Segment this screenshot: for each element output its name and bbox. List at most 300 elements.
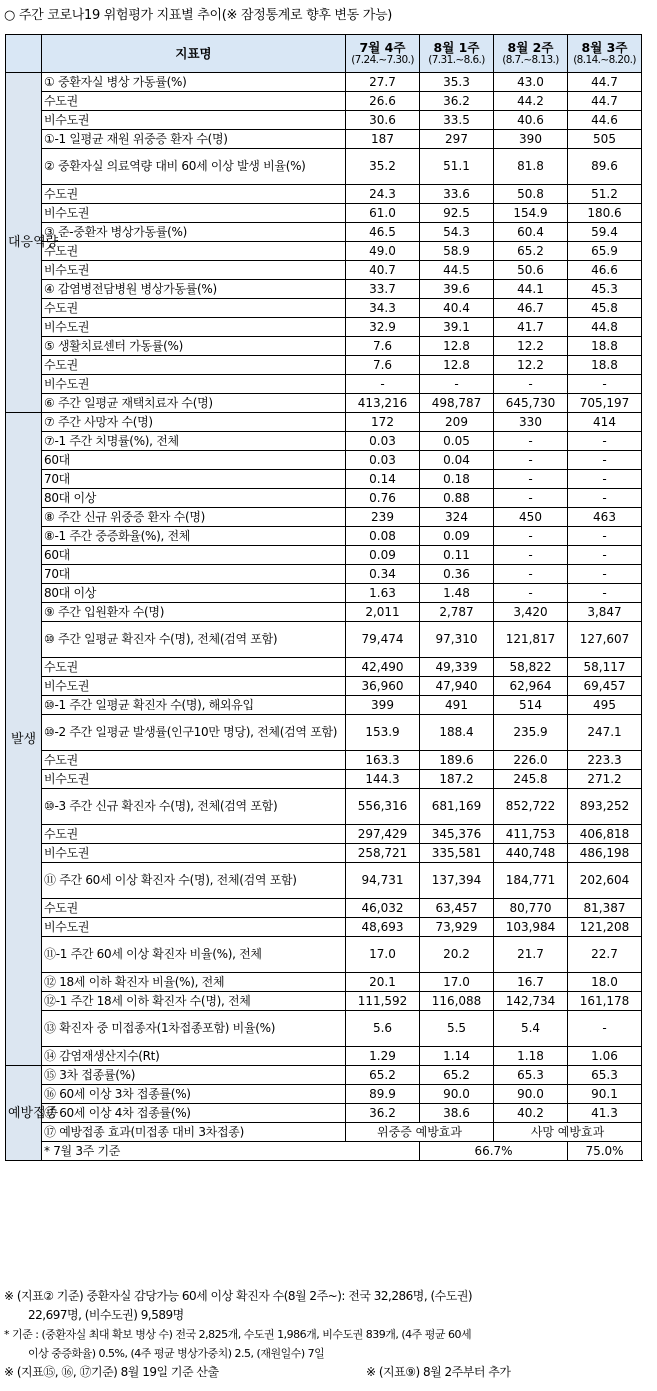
indicator-name: ⑧ 주간 신규 위중증 환자 수(명) <box>42 508 346 527</box>
value-cell: 7.6 <box>346 337 420 356</box>
value-cell: 65.2 <box>420 1066 494 1085</box>
table-row <box>6 863 642 899</box>
value-cell: 33.7 <box>346 280 420 299</box>
value-cell: 172 <box>346 413 420 432</box>
table-row <box>6 242 642 261</box>
value-cell: 0.04 <box>420 451 494 470</box>
value-cell: 0.08 <box>346 527 420 546</box>
value-cell: 514 <box>494 696 568 715</box>
indicator-name: ⑤ 생활치료센터 가동률(%) <box>42 337 346 356</box>
header-row <box>6 35 642 73</box>
indicator-name: 비수도권 <box>42 111 346 130</box>
indicator-name: 60대 <box>42 451 346 470</box>
value-cell: 1.48 <box>420 584 494 603</box>
value-cell: 65.2 <box>346 1066 420 1085</box>
table-row <box>6 508 642 527</box>
indicator-name: ⑪-1 주간 60세 이상 확진자 비율(%), 전체 <box>42 937 346 973</box>
table-row <box>6 375 642 394</box>
value-cell: - <box>568 1011 642 1047</box>
table-row <box>6 451 642 470</box>
value-cell: - <box>346 375 420 394</box>
value-cell: 43.0 <box>494 73 568 92</box>
value-cell: 49.0 <box>346 242 420 261</box>
table-row <box>6 622 642 658</box>
value-cell: 40.6 <box>494 111 568 130</box>
indicator-name: 수도권 <box>42 242 346 261</box>
value-cell: 44.1 <box>494 280 568 299</box>
value-cell: 0.14 <box>346 470 420 489</box>
value-cell: 41.3 <box>568 1104 642 1123</box>
value-cell: 1.14 <box>420 1047 494 1066</box>
value-cell: 36,960 <box>346 677 420 696</box>
value-cell: 154.9 <box>494 204 568 223</box>
indicator-name: ⑩ 주간 일평균 확진자 수(명), 전체(검역 포함) <box>42 622 346 658</box>
value-cell: 97,310 <box>420 622 494 658</box>
indicator-name: 수도권 <box>42 751 346 770</box>
value-cell: 223.3 <box>568 751 642 770</box>
value-cell: 32.9 <box>346 318 420 337</box>
value-cell: 142,734 <box>494 992 568 1011</box>
table-row <box>6 318 642 337</box>
note-2a: * 기준 : (중환자실 최대 확보 병상 수) 전국 2,825개, 수도권 1,986개, 비수도권 839개, (4주 평균 60세 <box>4 1328 472 1341</box>
value-cell: 69,457 <box>568 677 642 696</box>
value-cell: 65.2 <box>494 242 568 261</box>
value-cell: 40.4 <box>420 299 494 318</box>
page-title: ○ 주간 코로나19 위험평가 지표별 추이(※ 잠정통계로 향후 변동 가능) <box>4 8 393 23</box>
indicator-name: ⑭ 감염재생산지수(Rt) <box>42 1047 346 1066</box>
value-cell: - <box>494 527 568 546</box>
indicator-name: 수도권 <box>42 356 346 375</box>
table-row <box>6 918 642 937</box>
indicator-name: ⑦ 주간 사망자 수(명) <box>42 413 346 432</box>
table-row <box>6 546 642 565</box>
value-cell: - <box>568 451 642 470</box>
indicator-name: 80대 이상 <box>42 584 346 603</box>
indicator-name: 60대 <box>42 546 346 565</box>
value-cell: 18.8 <box>568 356 642 375</box>
value-cell: 1.63 <box>346 584 420 603</box>
indicator-name: 비수도권 <box>42 318 346 337</box>
indicator-name: 수도권 <box>42 299 346 318</box>
value-cell: 0.03 <box>346 451 420 470</box>
value-cell: - <box>494 489 568 508</box>
indicator-name: 비수도권 <box>42 204 346 223</box>
indicator-name: ⑰ 60세 이상 4차 접종률(%) <box>42 1104 346 1123</box>
table-row <box>6 937 642 973</box>
value-cell: 12.8 <box>420 356 494 375</box>
value-cell: 21.7 <box>494 937 568 973</box>
value-cell: 18.0 <box>568 973 642 992</box>
value-cell: 0.18 <box>420 470 494 489</box>
indicator-name: ⑩-1 주간 일평균 확진자 수(명), 해외유입 <box>42 696 346 715</box>
value-cell: 89.6 <box>568 149 642 185</box>
table-row <box>6 973 642 992</box>
value-cell: 406,818 <box>568 825 642 844</box>
value-cell: 0.09 <box>346 546 420 565</box>
value-cell: 51.2 <box>568 185 642 204</box>
value-cell: - <box>568 527 642 546</box>
value-cell: 271.2 <box>568 770 642 789</box>
table-row <box>6 715 642 751</box>
indicator-name: 수도권 <box>42 185 346 204</box>
effect-severe-label: 위중증 예방효과 <box>346 1123 494 1142</box>
indicator-name: ①-1 일평균 재원 위중증 환자 수(명) <box>42 130 346 149</box>
value-cell: 81.8 <box>494 149 568 185</box>
value-cell: 30.6 <box>346 111 420 130</box>
table-row <box>6 789 642 825</box>
value-cell: 18.8 <box>568 337 642 356</box>
group-label: 대응역량 <box>6 73 42 413</box>
group-label: 예방접종 <box>6 1066 42 1161</box>
value-cell: - <box>420 375 494 394</box>
value-cell: 94,731 <box>346 863 420 899</box>
value-cell: 44.7 <box>568 92 642 111</box>
indicator-name: ⑧-1 주간 중증화율(%), 전체 <box>42 527 346 546</box>
value-cell: 46.5 <box>346 223 420 242</box>
value-cell: 335,581 <box>420 844 494 863</box>
value-cell: - <box>494 432 568 451</box>
value-cell: 92.5 <box>420 204 494 223</box>
value-cell: 50.8 <box>494 185 568 204</box>
value-cell: 5.4 <box>494 1011 568 1047</box>
table-row <box>6 899 642 918</box>
effect-value-row <box>6 1142 642 1161</box>
indicator-name: ⑩-2 주간 일평균 발생률(인구10만 명당), 전체(검역 포함) <box>42 715 346 751</box>
value-cell: - <box>568 489 642 508</box>
table-row <box>6 204 642 223</box>
value-cell: 26.6 <box>346 92 420 111</box>
indicator-name: ⑯ 60세 이상 3차 접종률(%) <box>42 1085 346 1104</box>
value-cell: 58,117 <box>568 658 642 677</box>
value-cell: - <box>494 546 568 565</box>
table-row <box>6 149 642 185</box>
value-cell: 33.6 <box>420 185 494 204</box>
value-cell: 103,984 <box>494 918 568 937</box>
table-row <box>6 1066 642 1085</box>
effect-row <box>6 1123 642 1142</box>
table-row <box>6 299 642 318</box>
indicator-name: ② 중환자실 의료역량 대비 60세 이상 발생 비율(%) <box>42 149 346 185</box>
value-cell: 184,771 <box>494 863 568 899</box>
indicator-name: 80대 이상 <box>42 489 346 508</box>
value-cell: 0.34 <box>346 565 420 584</box>
effect-severe-value: 66.7% <box>420 1142 568 1161</box>
indicator-name: ⑪ 주간 60세 이상 확진자 수(명), 전체(검역 포함) <box>42 863 346 899</box>
value-cell: 40.2 <box>494 1104 568 1123</box>
value-cell: - <box>494 584 568 603</box>
value-cell: - <box>568 470 642 489</box>
table-row <box>6 356 642 375</box>
table-row <box>6 658 642 677</box>
value-cell: 556,316 <box>346 789 420 825</box>
value-cell: 495 <box>568 696 642 715</box>
value-cell: 54.3 <box>420 223 494 242</box>
value-cell: 681,169 <box>420 789 494 825</box>
value-cell: 180.6 <box>568 204 642 223</box>
indicator-name: ④ 감염병전담병원 병상가동률(%) <box>42 280 346 299</box>
group-label: 발생 <box>6 413 42 1066</box>
table-row <box>6 1104 642 1123</box>
value-cell: 36.2 <box>346 1104 420 1123</box>
value-cell: 3,847 <box>568 603 642 622</box>
table-row <box>6 261 642 280</box>
value-cell: 893,252 <box>568 789 642 825</box>
header-col-1: 7월 4주 (7.24.~7.30.) <box>346 35 420 73</box>
value-cell: 498,787 <box>420 394 494 413</box>
table-row <box>6 413 642 432</box>
value-cell: 645,730 <box>494 394 568 413</box>
value-cell: 705,197 <box>568 394 642 413</box>
value-cell: 65.9 <box>568 242 642 261</box>
value-cell: 413,216 <box>346 394 420 413</box>
value-cell: 12.2 <box>494 356 568 375</box>
value-cell: 0.09 <box>420 527 494 546</box>
value-cell: 121,817 <box>494 622 568 658</box>
table-row <box>6 337 642 356</box>
value-cell: 58,822 <box>494 658 568 677</box>
table-row <box>6 470 642 489</box>
value-cell: 324 <box>420 508 494 527</box>
indicator-name: 비수도권 <box>42 770 346 789</box>
value-cell: 35.2 <box>346 149 420 185</box>
value-cell: 2,011 <box>346 603 420 622</box>
value-cell: 38.6 <box>420 1104 494 1123</box>
table-row <box>6 584 642 603</box>
value-cell: 202,604 <box>568 863 642 899</box>
indicator-name: 비수도권 <box>42 375 346 394</box>
value-cell: 297,429 <box>346 825 420 844</box>
value-cell: - <box>568 584 642 603</box>
table-row <box>6 489 642 508</box>
value-cell: 116,088 <box>420 992 494 1011</box>
value-cell: 35.3 <box>420 73 494 92</box>
indicator-name: 비수도권 <box>42 844 346 863</box>
table-row <box>6 394 642 413</box>
indicator-name: 수도권 <box>42 658 346 677</box>
indicator-name: ⑫ 18세 이하 확진자 비율(%), 전체 <box>42 973 346 992</box>
table-row <box>6 1011 642 1047</box>
indicator-name: 비수도권 <box>42 918 346 937</box>
value-cell: 0.76 <box>346 489 420 508</box>
value-cell: 0.88 <box>420 489 494 508</box>
value-cell: 46.7 <box>494 299 568 318</box>
value-cell: 44.6 <box>568 111 642 130</box>
value-cell: 345,376 <box>420 825 494 844</box>
note-1b: 22,697명, (비수도권) 9,589명 <box>28 1308 184 1322</box>
value-cell: 90.1 <box>568 1085 642 1104</box>
value-cell: 144.3 <box>346 770 420 789</box>
value-cell: 491 <box>420 696 494 715</box>
note-row-3 <box>4 1363 654 1382</box>
header-col-4: 8월 3주 (8.14.~8.20.) <box>568 35 642 73</box>
value-cell: 61.0 <box>346 204 420 223</box>
indicator-name: 비수도권 <box>42 261 346 280</box>
value-cell: 209 <box>420 413 494 432</box>
value-cell: 111,592 <box>346 992 420 1011</box>
note-4: ※ (지표⑨) 8월 2주부터 추가 <box>366 1365 511 1379</box>
indicator-name: ⑥ 주간 일평균 재택치료자 수(명) <box>42 394 346 413</box>
value-cell: 44.8 <box>568 318 642 337</box>
value-cell: 440,748 <box>494 844 568 863</box>
value-cell: 188.4 <box>420 715 494 751</box>
effect-basis: * 7월 3주 기준 <box>42 1142 420 1161</box>
value-cell: - <box>494 565 568 584</box>
table-row <box>6 130 642 149</box>
value-cell: - <box>568 546 642 565</box>
value-cell: 852,722 <box>494 789 568 825</box>
footnotes <box>4 1287 654 1382</box>
value-cell: 390 <box>494 130 568 149</box>
table-row <box>6 696 642 715</box>
value-cell: 163.3 <box>346 751 420 770</box>
indicator-name: 수도권 <box>42 825 346 844</box>
value-cell: 58.9 <box>420 242 494 261</box>
value-cell: - <box>568 375 642 394</box>
table-row <box>6 1085 642 1104</box>
value-cell: 62,964 <box>494 677 568 696</box>
value-cell: 330 <box>494 413 568 432</box>
value-cell: 81,387 <box>568 899 642 918</box>
value-cell: 80,770 <box>494 899 568 918</box>
indicator-table <box>5 34 642 1161</box>
value-cell: 44.5 <box>420 261 494 280</box>
value-cell: - <box>494 451 568 470</box>
value-cell: - <box>494 375 568 394</box>
value-cell: 5.6 <box>346 1011 420 1047</box>
value-cell: 189.6 <box>420 751 494 770</box>
table-row <box>6 825 642 844</box>
value-cell: 187 <box>346 130 420 149</box>
table-row <box>6 1047 642 1066</box>
value-cell: 60.4 <box>494 223 568 242</box>
value-cell: 239 <box>346 508 420 527</box>
table-row <box>6 770 642 789</box>
table-row <box>6 844 642 863</box>
value-cell: 1.06 <box>568 1047 642 1066</box>
value-cell: 45.3 <box>568 280 642 299</box>
value-cell: 40.7 <box>346 261 420 280</box>
header-col-3: 8월 2주 (8.7.~8.13.) <box>494 35 568 73</box>
indicator-name: ⑫-1 주간 18세 이하 확진자 수(명), 전체 <box>42 992 346 1011</box>
table-row <box>6 677 642 696</box>
value-cell: 33.5 <box>420 111 494 130</box>
value-cell: - <box>568 432 642 451</box>
value-cell: 16.7 <box>494 973 568 992</box>
value-cell: - <box>568 565 642 584</box>
value-cell: 39.1 <box>420 318 494 337</box>
value-cell: 89.9 <box>346 1085 420 1104</box>
indicator-name: 70대 <box>42 565 346 584</box>
value-cell: 0.11 <box>420 546 494 565</box>
indicator-name: 비수도권 <box>42 677 346 696</box>
effect-death-label: 사망 예방효과 <box>494 1123 642 1142</box>
note-3: ※ (지표⑮, ⑯, ⑰기준) 8월 19일 기준 산출 <box>4 1365 219 1379</box>
indicator-name: ⑬ 확진자 중 미접종자(1차접종포함) 비율(%) <box>42 1011 346 1047</box>
table-row <box>6 280 642 299</box>
value-cell: 414 <box>568 413 642 432</box>
indicator-name: 수도권 <box>42 92 346 111</box>
note-1a: ※ (지표② 기준) 중환자실 감당가능 60세 이상 확진자 수(8월 2주~): 전국 32,286명, (수도권) <box>4 1289 473 1303</box>
value-cell: 27.7 <box>346 73 420 92</box>
value-cell: 0.03 <box>346 432 420 451</box>
indicator-name: ① 중환자실 병상 가동률(%) <box>42 73 346 92</box>
value-cell: 79,474 <box>346 622 420 658</box>
value-cell: 46,032 <box>346 899 420 918</box>
indicator-name: ⑨ 주간 입원환자 수(명) <box>42 603 346 622</box>
table-row <box>6 751 642 770</box>
value-cell: 48,693 <box>346 918 420 937</box>
value-cell: 161,178 <box>568 992 642 1011</box>
value-cell: 226.0 <box>494 751 568 770</box>
value-cell: 24.3 <box>346 185 420 204</box>
table-row <box>6 111 642 130</box>
value-cell: 12.2 <box>494 337 568 356</box>
value-cell: 187.2 <box>420 770 494 789</box>
value-cell: 127,607 <box>568 622 642 658</box>
table-row <box>6 603 642 622</box>
value-cell: 59.4 <box>568 223 642 242</box>
value-cell: 486,198 <box>568 844 642 863</box>
value-cell: 44.7 <box>568 73 642 92</box>
value-cell: 2,787 <box>420 603 494 622</box>
value-cell: 50.6 <box>494 261 568 280</box>
note-2b: 이상 중증화율) 0.5%, (4주 평균 병상가중치) 2.5, (재원일수) 7일 <box>28 1347 325 1360</box>
value-cell: 65.3 <box>568 1066 642 1085</box>
value-cell: 63,457 <box>420 899 494 918</box>
indicator-name: ③ 준-중환자 병상가동률(%) <box>42 223 346 242</box>
value-cell: 22.7 <box>568 937 642 973</box>
table-row <box>6 73 642 92</box>
table-row <box>6 185 642 204</box>
indicator-name: ⑩-3 주간 신규 확진자 수(명), 전체(검역 포함) <box>42 789 346 825</box>
indicator-name: 수도권 <box>42 899 346 918</box>
value-cell: 5.5 <box>420 1011 494 1047</box>
value-cell: 46.6 <box>568 261 642 280</box>
table-row <box>6 92 642 111</box>
value-cell: 49,339 <box>420 658 494 677</box>
value-cell: 12.8 <box>420 337 494 356</box>
value-cell: 41.7 <box>494 318 568 337</box>
value-cell: 153.9 <box>346 715 420 751</box>
effect-name: ⑰ 예방접종 효과(미접종 대비 3차접종) <box>42 1123 346 1142</box>
value-cell: 3,420 <box>494 603 568 622</box>
effect-death-value: 75.0% <box>568 1142 642 1161</box>
value-cell: 411,753 <box>494 825 568 844</box>
value-cell: 247.1 <box>568 715 642 751</box>
value-cell: 1.18 <box>494 1047 568 1066</box>
value-cell: 90.0 <box>420 1085 494 1104</box>
value-cell: 20.1 <box>346 973 420 992</box>
value-cell: 245.8 <box>494 770 568 789</box>
value-cell: 0.36 <box>420 565 494 584</box>
value-cell: 258,721 <box>346 844 420 863</box>
table-row <box>6 527 642 546</box>
value-cell: 297 <box>420 130 494 149</box>
table-row <box>6 992 642 1011</box>
value-cell: 17.0 <box>420 973 494 992</box>
value-cell: 1.29 <box>346 1047 420 1066</box>
value-cell: 17.0 <box>346 937 420 973</box>
table-row <box>6 223 642 242</box>
value-cell: 47,940 <box>420 677 494 696</box>
value-cell: 42,490 <box>346 658 420 677</box>
value-cell: 235.9 <box>494 715 568 751</box>
header-corner <box>6 35 42 73</box>
header-col-2: 8월 1주 (7.31.~8.6.) <box>420 35 494 73</box>
value-cell: 0.05 <box>420 432 494 451</box>
indicator-name: 70대 <box>42 470 346 489</box>
indicator-name: ⑦-1 주간 치명률(%), 전체 <box>42 432 346 451</box>
